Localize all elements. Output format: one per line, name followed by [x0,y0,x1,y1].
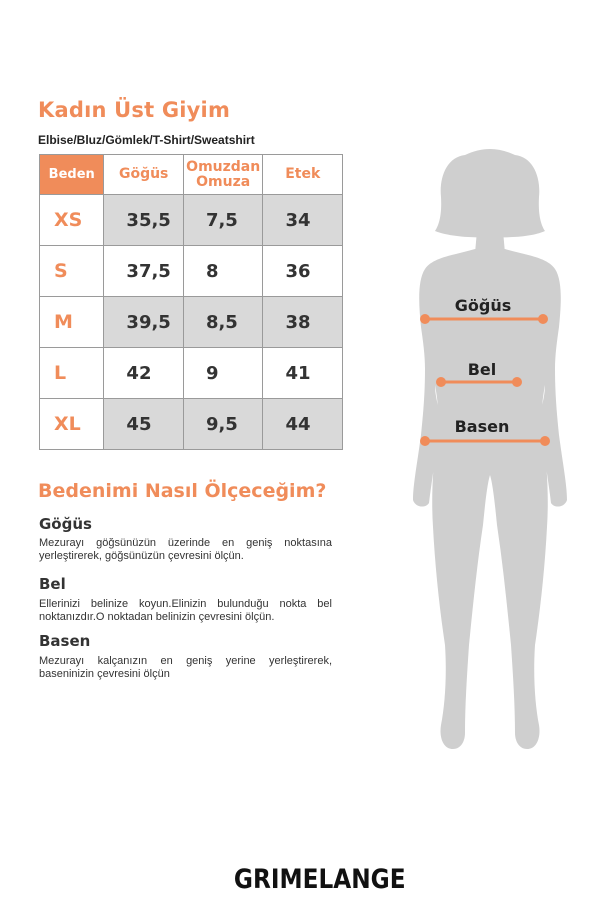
gogus-cell: 39,5 [104,297,184,348]
waist-marker-left [436,377,446,387]
etek-cell: 41 [263,348,343,399]
table-row [40,348,343,399]
body-figure [395,145,585,760]
table-row [40,297,343,348]
gogus-cell: 35,5 [104,195,184,246]
omuz-cell: 9 [183,348,263,399]
chest-marker-left [420,314,430,324]
omuz-cell: 8,5 [183,297,263,348]
hip-marker-right [540,436,550,446]
chest-label: Göğüs [454,296,512,315]
brand-logo: GRIMELANGE [233,864,406,895]
table-header-row [40,155,343,195]
section-title-bel: Bel [39,575,66,593]
waist-marker-right [512,377,522,387]
gogus-cell: 45 [104,399,184,450]
page-subtitle: Elbise/Bluz/Gömlek/T-Shirt/Sweatshirt [38,133,255,147]
omuz-cell: 7,5 [183,195,263,246]
section-title-gogus: Göğüs [39,515,92,533]
page-title: Kadın Üst Giyim [38,98,231,122]
omuz-cell: 9,5 [183,399,263,450]
gogus-cell: 37,5 [104,246,184,297]
section-text-basen: Mezurayı kalçanızın en geniş yerine yerleştirerek, baseninizin çevresini ölçün [39,655,332,680]
etek-cell: 38 [263,297,343,348]
section-text-bel: Ellerinizi belinize koyun.Elinizin bulunduğu nokta bel noktanızdır.O noktadan belinizin çevresini ölçün. [39,598,332,623]
size-table [39,154,343,450]
etek-cell: 44 [263,399,343,450]
size-cell: XL [40,399,104,450]
size-cell: L [40,348,104,399]
waist-label: Bel [467,360,497,379]
hip-label: Basen [454,417,510,436]
chest-marker-right [538,314,548,324]
col-header-gogus: Göğüs [104,155,184,195]
gogus-cell: 42 [104,348,184,399]
size-cell: S [40,246,104,297]
body-silhouette [413,149,567,749]
section-title-basen: Basen [39,632,91,650]
size-cell: M [40,297,104,348]
etek-cell: 36 [263,246,343,297]
table-row [40,246,343,297]
col-header-beden: Beden [40,155,104,195]
omuz-cell: 8 [183,246,263,297]
col-header-etek: Etek [263,155,343,195]
table-row [40,195,343,246]
hip-marker-left [420,436,430,446]
size-cell: XS [40,195,104,246]
section-text-gogus: Mezurayı göğsünüzün üzerinde en geniş noktasına yerleştirerek, göğsünüzün çevresini ölçün. [39,537,332,562]
etek-cell: 34 [263,195,343,246]
table-row [40,399,343,450]
col-header-omuz: Omuzdan Omuza [183,155,263,195]
guide-title: Bedenimi Nasıl Ölçeceğim? [38,480,327,502]
